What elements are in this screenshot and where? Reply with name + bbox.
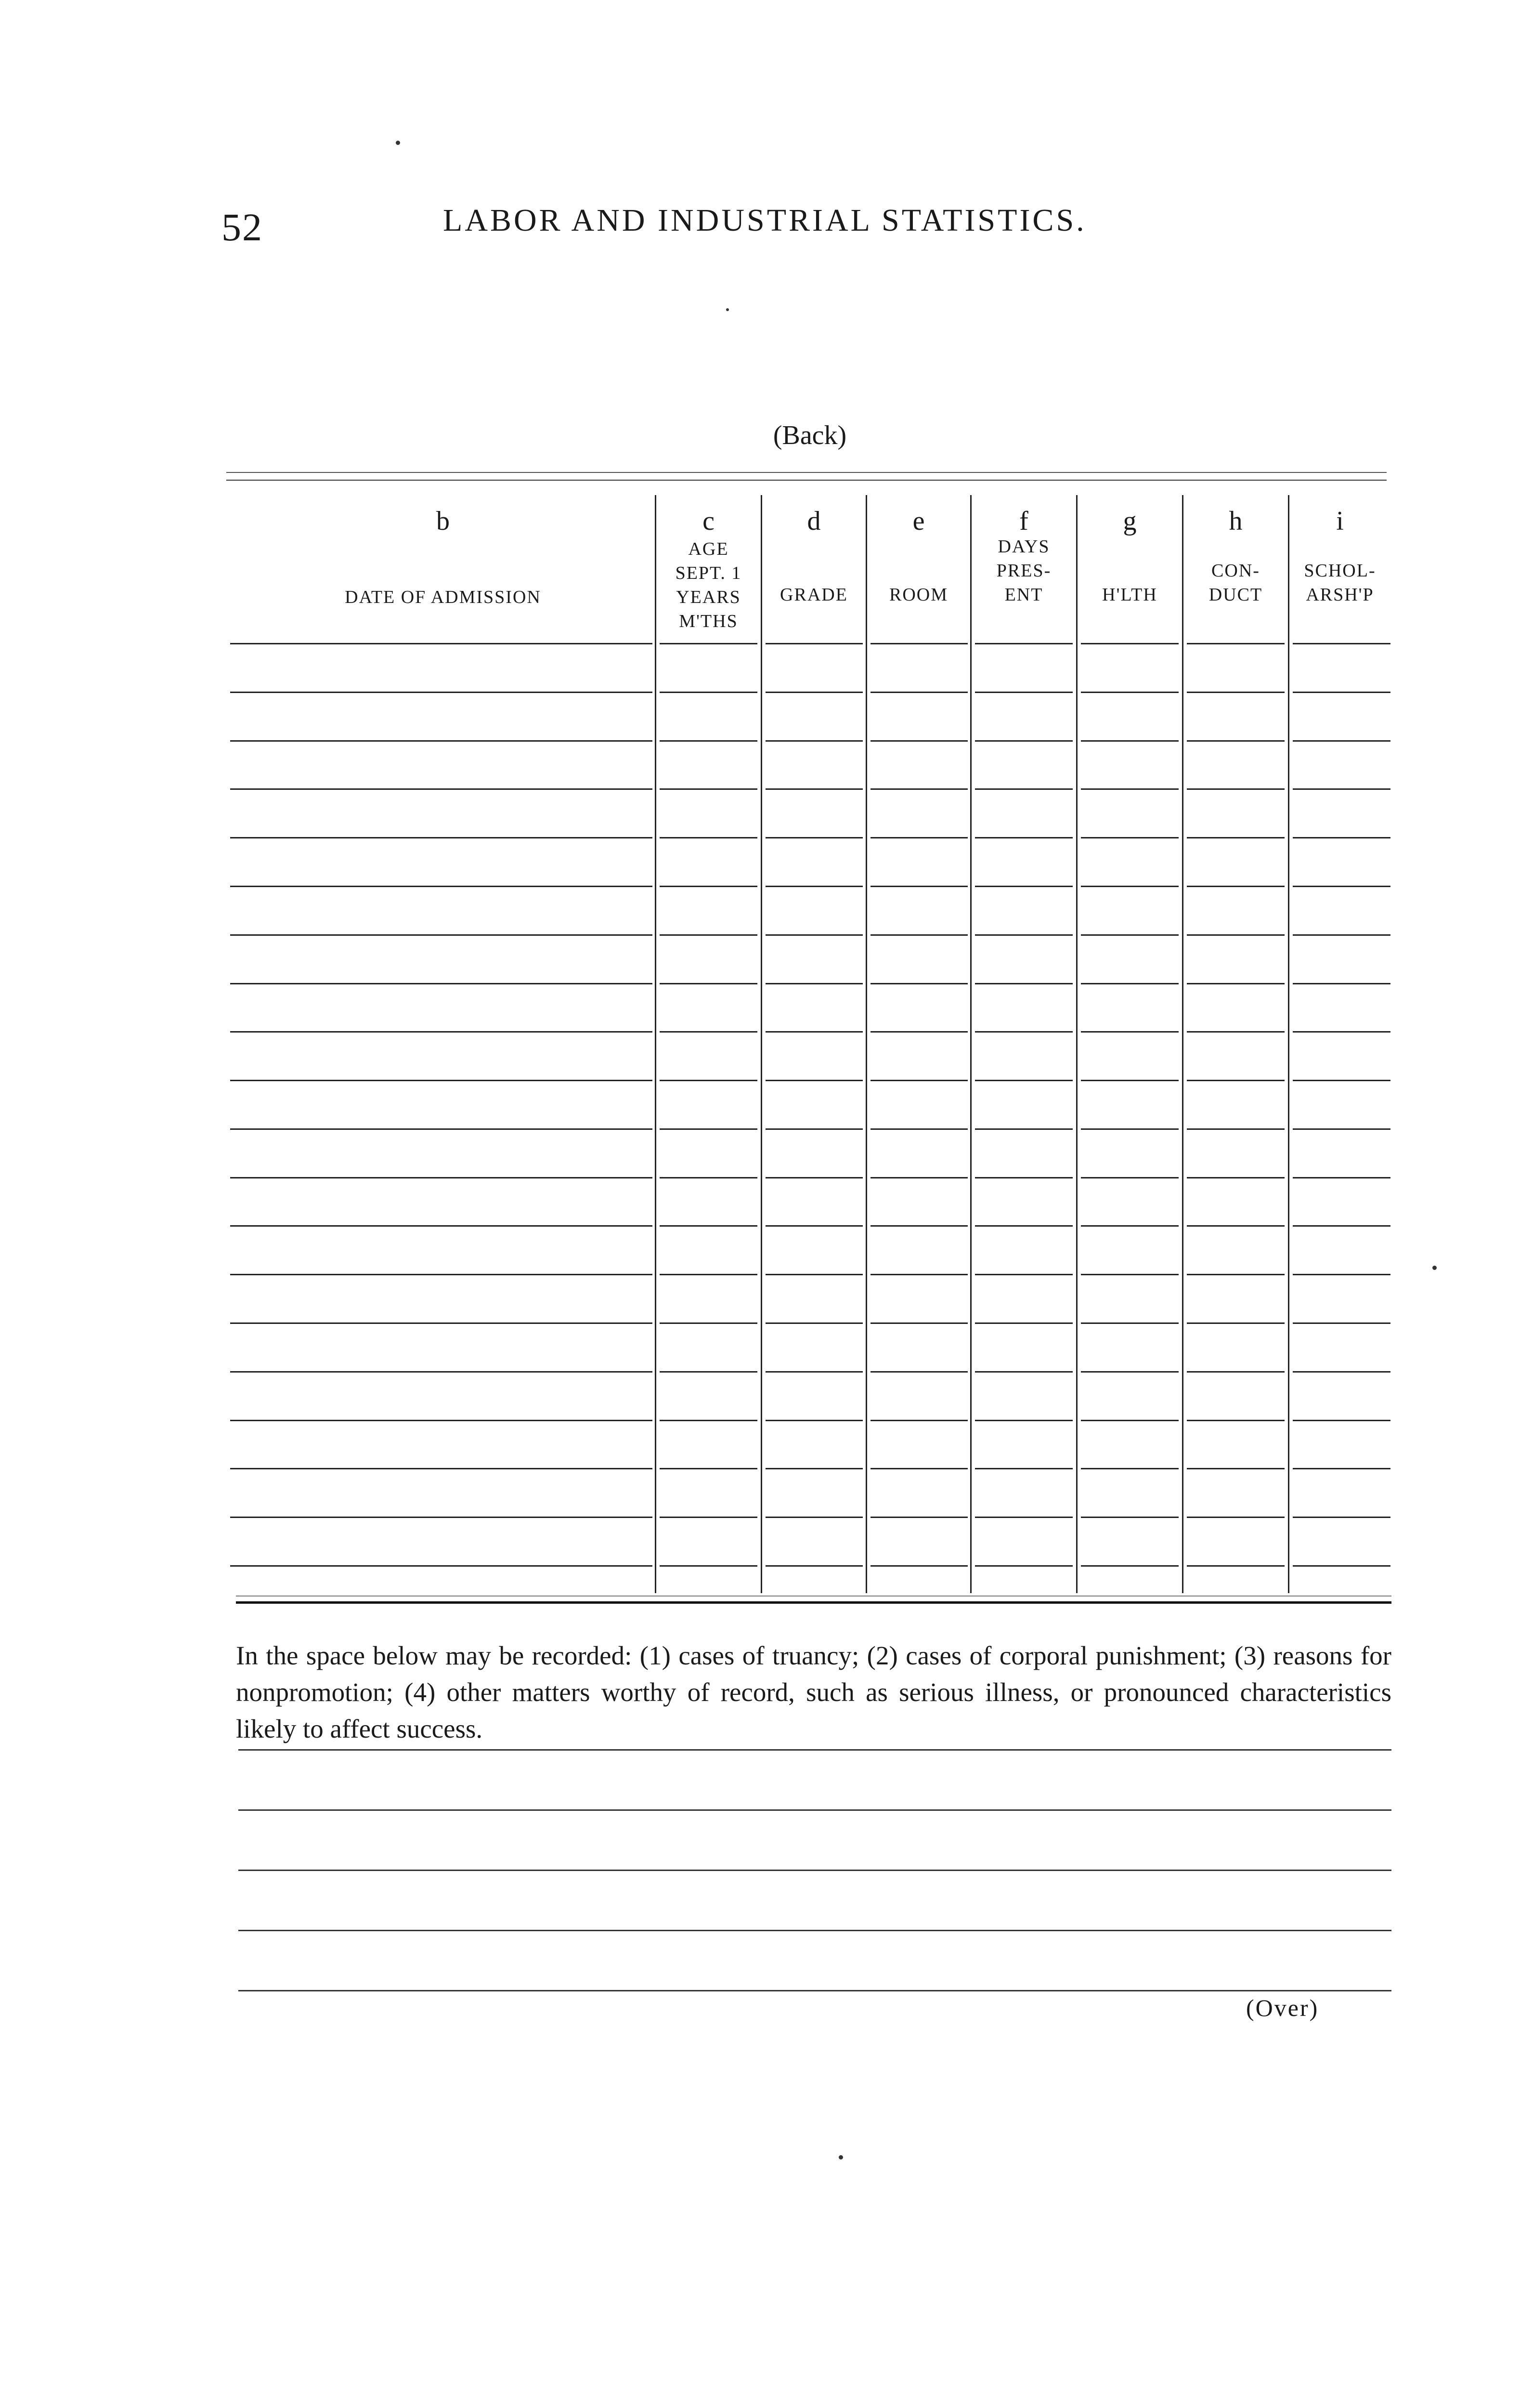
row-rule <box>1081 983 1179 984</box>
row-rule <box>870 1177 968 1178</box>
row-rule <box>1187 1322 1285 1324</box>
row-rule <box>230 1322 652 1324</box>
row-rule <box>870 1274 968 1275</box>
row-rule <box>766 1274 863 1275</box>
column-divider <box>1182 495 1183 1593</box>
back-label: (Back) <box>773 420 847 450</box>
row-rule <box>230 643 652 644</box>
row-rule <box>660 1080 757 1081</box>
row-rule <box>975 1080 1073 1081</box>
row-rule <box>766 1177 863 1178</box>
row-rule <box>1081 740 1179 742</box>
row-rule <box>1293 1274 1390 1275</box>
row-rule <box>975 692 1073 693</box>
row-rule <box>870 1468 968 1469</box>
row-rule <box>660 837 757 838</box>
row-rule <box>766 1420 863 1421</box>
row-rule <box>230 1031 652 1033</box>
column-divider <box>1288 495 1289 1593</box>
row-rule <box>870 740 968 742</box>
row-rule <box>230 1565 652 1567</box>
note-writing-line <box>238 1870 1391 1871</box>
column-heading-schol: SCHOL- <box>1304 561 1376 581</box>
row-rule <box>230 692 652 693</box>
row-rule <box>230 1468 652 1469</box>
row-rule <box>1293 643 1390 644</box>
row-rule <box>660 1420 757 1421</box>
row-rule <box>975 1225 1073 1227</box>
row-rule <box>870 983 968 984</box>
row-rule <box>1081 1177 1179 1178</box>
row-rule <box>975 934 1073 936</box>
row-rule <box>870 1080 968 1081</box>
column-heading-duct: DUCT <box>1208 585 1263 605</box>
row-rule <box>660 643 757 644</box>
scan-speck <box>1432 1266 1437 1270</box>
row-rule <box>1081 886 1179 887</box>
column-heading-sept: SEPT. 1 <box>675 563 742 583</box>
column-heading-months: M'THS <box>679 611 738 631</box>
column-divider <box>970 495 972 1593</box>
row-rule <box>870 788 968 790</box>
row-rule <box>1081 1080 1179 1081</box>
row-rule <box>660 934 757 936</box>
row-rule <box>230 1371 652 1373</box>
row-rule <box>1187 692 1285 693</box>
column-divider <box>1076 495 1078 1593</box>
row-rule <box>975 1177 1073 1178</box>
row-rule <box>766 1225 863 1227</box>
row-rule <box>230 1128 652 1130</box>
row-rule <box>870 1225 968 1227</box>
row-rule <box>1293 1225 1390 1227</box>
row-rule <box>230 1080 652 1081</box>
row-rule <box>975 643 1073 644</box>
row-rule <box>1293 692 1390 693</box>
row-rule <box>660 886 757 887</box>
row-rule <box>1187 934 1285 936</box>
row-rule <box>1293 1177 1390 1178</box>
row-rule <box>975 837 1073 838</box>
row-rule <box>660 1225 757 1227</box>
column-letter-b: b <box>436 506 450 536</box>
table-bottom-rule <box>236 1596 1391 1604</box>
row-rule <box>660 983 757 984</box>
row-rule <box>975 886 1073 887</box>
column-heading-grade: GRADE <box>780 585 848 605</box>
row-rule <box>230 837 652 838</box>
row-rule <box>870 692 968 693</box>
row-rule <box>1187 1468 1285 1469</box>
row-rule <box>660 740 757 742</box>
row-rule <box>1081 1274 1179 1275</box>
row-rule <box>660 692 757 693</box>
row-rule <box>870 1420 968 1421</box>
row-rule <box>1293 837 1390 838</box>
column-letter-g: g <box>1123 506 1137 536</box>
row-rule <box>766 1031 863 1033</box>
row-rule <box>975 1274 1073 1275</box>
row-rule <box>1187 1565 1285 1567</box>
row-rule <box>1081 643 1179 644</box>
row-rule <box>870 643 968 644</box>
row-rule <box>1187 1517 1285 1518</box>
row-rule <box>975 1468 1073 1469</box>
row-rule <box>870 886 968 887</box>
row-rule <box>660 1565 757 1567</box>
row-rule <box>1187 886 1285 887</box>
row-rule <box>766 1322 863 1324</box>
row-rule <box>660 1371 757 1373</box>
row-rule <box>766 934 863 936</box>
row-rule <box>766 1517 863 1518</box>
row-rule <box>975 1031 1073 1033</box>
row-rule <box>230 1517 652 1518</box>
row-rule <box>1293 1565 1390 1567</box>
notes-instructions: In the space below may be recorded: (1) cases of truancy; (2) cases of corporal punishment; (3) reasons for nonpromotion; (4) other matters worthy of record, such as serious illness, or pronounced characteristics likely to affect success. <box>236 1641 1391 1743</box>
row-rule <box>975 983 1073 984</box>
column-heading-date-of-admission: DATE OF ADMISSION <box>345 587 541 607</box>
row-rule <box>1187 1080 1285 1081</box>
note-writing-line <box>238 1990 1391 1991</box>
row-rule <box>870 837 968 838</box>
row-rule <box>1293 1128 1390 1130</box>
row-rule <box>1081 1517 1179 1518</box>
row-rule <box>870 1371 968 1373</box>
row-rule <box>870 1322 968 1324</box>
row-rule <box>975 1420 1073 1421</box>
row-rule <box>870 1128 968 1130</box>
column-letter-f: f <box>1019 506 1028 536</box>
column-letter-c: c <box>702 506 715 536</box>
column-heading-days: DAYS <box>998 537 1050 557</box>
row-rule <box>660 1128 757 1130</box>
row-rule <box>1187 1031 1285 1033</box>
row-rule <box>1081 934 1179 936</box>
row-rule <box>1293 1322 1390 1324</box>
row-rule <box>1293 886 1390 887</box>
scan-speck <box>396 141 400 145</box>
column-divider <box>866 495 867 1593</box>
table-top-double-rule <box>226 472 1387 481</box>
row-rule <box>660 1468 757 1469</box>
row-rule <box>1187 740 1285 742</box>
row-rule <box>230 788 652 790</box>
row-rule <box>1293 740 1390 742</box>
row-rule <box>660 1274 757 1275</box>
note-writing-line <box>238 1749 1391 1751</box>
row-rule <box>230 1225 652 1227</box>
column-heading-health: H'LTH <box>1102 585 1157 605</box>
row-rule <box>1081 1225 1179 1227</box>
row-rule <box>1187 1371 1285 1373</box>
row-rule <box>766 837 863 838</box>
row-rule <box>1293 1371 1390 1373</box>
column-heading-age: AGE <box>688 539 729 559</box>
page-number: 52 <box>221 205 263 249</box>
column-letter-d: d <box>807 506 821 536</box>
row-rule <box>766 1371 863 1373</box>
row-rule <box>1293 983 1390 984</box>
row-rule <box>230 1274 652 1275</box>
scan-speck <box>726 308 729 311</box>
row-rule <box>1293 1031 1390 1033</box>
row-rule <box>766 1565 863 1567</box>
column-heading-pres: PRES- <box>996 561 1052 581</box>
row-rule <box>660 788 757 790</box>
row-rule <box>230 1420 652 1421</box>
row-rule <box>1187 1420 1285 1421</box>
row-rule <box>1081 1128 1179 1130</box>
row-rule <box>975 1517 1073 1518</box>
row-rule <box>1187 788 1285 790</box>
row-rule <box>230 740 652 742</box>
row-rule <box>870 1031 968 1033</box>
row-rule <box>1081 788 1179 790</box>
row-rule <box>975 740 1073 742</box>
column-heading-years: YEARS <box>676 587 741 607</box>
column-divider <box>761 495 762 1593</box>
row-rule <box>766 692 863 693</box>
row-rule <box>1081 1565 1179 1567</box>
row-rule <box>975 1128 1073 1130</box>
row-rule <box>975 1565 1073 1567</box>
running-head: LABOR AND INDUSTRIAL STATISTICS. <box>443 203 1087 238</box>
row-rule <box>1081 1322 1179 1324</box>
row-rule <box>1187 1177 1285 1178</box>
row-rule <box>1187 983 1285 984</box>
row-rule <box>975 1322 1073 1324</box>
note-writing-line <box>238 1930 1391 1931</box>
row-rule <box>870 1565 968 1567</box>
row-rule <box>1081 837 1179 838</box>
row-rule <box>870 1517 968 1518</box>
row-rule <box>766 788 863 790</box>
row-rule <box>766 643 863 644</box>
row-rule <box>230 886 652 887</box>
row-rule <box>1187 1274 1285 1275</box>
row-rule <box>660 1177 757 1178</box>
row-rule <box>766 1468 863 1469</box>
row-rule <box>1187 1128 1285 1130</box>
row-rule <box>1187 837 1285 838</box>
row-rule <box>975 1371 1073 1373</box>
row-rule <box>1081 1420 1179 1421</box>
column-heading-ent: ENT <box>1004 585 1043 605</box>
row-rule <box>660 1517 757 1518</box>
row-rule <box>1293 1468 1390 1469</box>
row-rule <box>766 983 863 984</box>
row-rule <box>1187 643 1285 644</box>
row-rule <box>870 934 968 936</box>
row-rule <box>1293 1420 1390 1421</box>
row-rule <box>230 934 652 936</box>
row-rule <box>766 740 863 742</box>
column-heading-room: ROOM <box>889 585 948 605</box>
row-rule <box>975 788 1073 790</box>
row-rule <box>230 1177 652 1178</box>
row-rule <box>766 1080 863 1081</box>
column-letter-e: e <box>912 506 925 536</box>
column-letter-i: i <box>1336 506 1344 536</box>
column-heading-con: CON- <box>1211 561 1260 581</box>
column-letter-h: h <box>1229 506 1243 536</box>
note-writing-line <box>238 1809 1391 1811</box>
row-rule <box>660 1322 757 1324</box>
row-rule <box>766 886 863 887</box>
row-rule <box>1081 692 1179 693</box>
row-rule <box>1293 934 1390 936</box>
row-rule <box>1081 1468 1179 1469</box>
column-heading-arshp: ARSH'P <box>1306 585 1374 605</box>
row-rule <box>1187 1225 1285 1227</box>
row-rule <box>230 983 652 984</box>
row-rule <box>1293 1517 1390 1518</box>
row-rule <box>1293 1080 1390 1081</box>
row-rule <box>1293 788 1390 790</box>
row-rule <box>1081 1031 1179 1033</box>
column-divider <box>655 495 656 1593</box>
row-rule <box>766 1128 863 1130</box>
over-label: (Over) <box>1246 1994 1319 2021</box>
scan-speck <box>839 2155 843 2159</box>
row-rule <box>1081 1371 1179 1373</box>
row-rule <box>660 1031 757 1033</box>
